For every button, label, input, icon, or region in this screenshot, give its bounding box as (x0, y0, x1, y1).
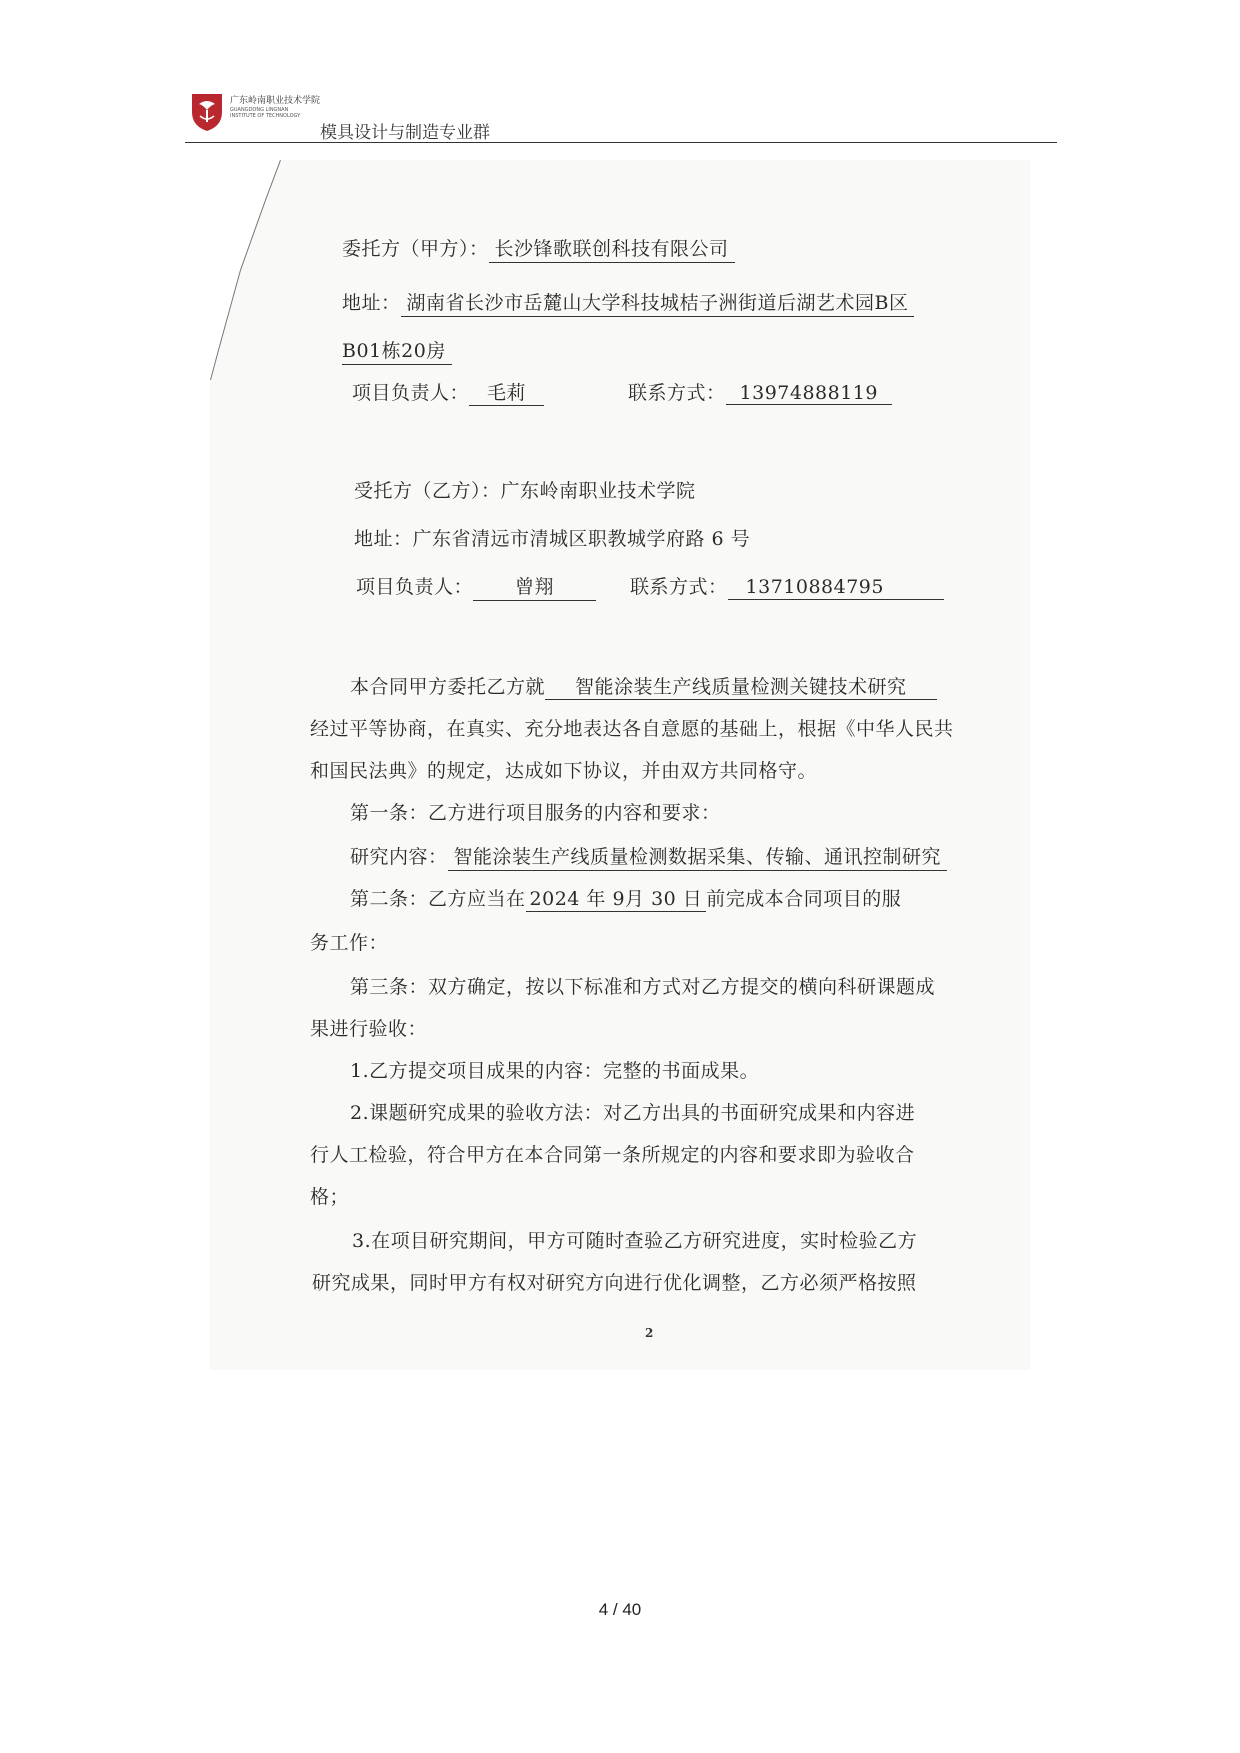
project-topic: 智能涂装生产线质量检测关键技术研究 (545, 672, 937, 700)
article-1: 第一条：乙方进行项目服务的内容和要求： (350, 802, 721, 824)
party-a-leader-line (352, 378, 544, 406)
article-3-line2: 果进行验收： (310, 1018, 428, 1040)
article-2-suffix: 前完成本合同项目的服 (706, 888, 902, 910)
research-label: 研究内容： (350, 846, 448, 868)
item-2-line2: 行人工检验，符合甲方在本合同第一条所规定的内容和要求即为验收合 (310, 1144, 915, 1166)
party-a-address-cont: B01栋20房 (342, 336, 452, 365)
item-2-line1: 2.课题研究成果的验收方法：对乙方出具的书面研究成果和内容进 (350, 1102, 916, 1124)
intro-line1 (350, 672, 937, 700)
party-b-leader: 曾翔 (473, 572, 596, 601)
scan-fold-shadow (210, 160, 290, 380)
completion-date: 2024 年 9月 30 日 (526, 884, 707, 912)
research-content-line (350, 842, 947, 871)
scan-page-number: 2 (645, 1326, 654, 1340)
item-2-line3: 格； (310, 1186, 350, 1208)
item-1: 1.乙方提交项目成果的内容：完整的书面成果。 (350, 1060, 760, 1082)
party-b-label: 受托方（乙方）：广东岭南职业技术学院 (354, 480, 696, 502)
page-indicator: 4 / 40 (598, 1600, 642, 1619)
party-a-contact-label: 联系方式： (628, 382, 726, 404)
item-3-line2: 研究成果，同时甲方有权对研究方向进行优化调整，乙方必须严格按照 (312, 1272, 917, 1294)
article-3-line1: 第三条：双方确定，按以下标准和方式对乙方提交的横向科研课题成 (350, 976, 936, 998)
intro-line3: 和国民法典》的规定，达成如下协议，并由双方共同格守。 (310, 760, 818, 782)
item-3-line1: 3.在项目研究期间，甲方可随时查验乙方研究进度，实时检验乙方 (352, 1230, 918, 1252)
school-name-cn: 广东岭南职业技术学院 (230, 96, 321, 106)
party-b-leader-line (356, 572, 596, 601)
party-b-contact-label: 联系方式： (630, 576, 728, 598)
article-2-line2: 务工作： (310, 932, 389, 954)
party-a-address-line1 (342, 288, 914, 317)
party-b-contact: 13710884795 (728, 576, 944, 600)
party-b-contact-line (630, 572, 944, 600)
school-name-en-1: GUANGDONG LINGNAN (230, 107, 289, 113)
header-divider (185, 142, 1057, 143)
article-2-prefix: 第二条：乙方应当在 (350, 888, 526, 910)
party-a-label: 委托方（甲方）： (342, 238, 489, 260)
party-a-leader-label: 项目负责人： (352, 382, 470, 404)
school-name-en-2: INSTITUTE OF TECHNOLOGY (230, 113, 301, 119)
research-content: 智能涂装生产线质量检测数据采集、传输、通讯控制研究 (448, 842, 948, 871)
party-a-leader: 毛莉 (469, 378, 544, 406)
party-a-contact: 13974888119 (726, 382, 892, 405)
party-a-contact-line (628, 378, 892, 405)
party-a-line (342, 234, 735, 263)
school-name (230, 96, 320, 119)
article-2-line1 (350, 884, 901, 912)
school-logo-icon (190, 92, 224, 132)
party-a-name: 长沙锋歌联创科技有限公司 (489, 234, 735, 263)
party-b-address: 地址：广东省清远市清城区职教城学府路 6 号 (354, 528, 751, 550)
intro-prefix: 本合同甲方委托乙方就 (350, 676, 546, 698)
party-a-address-label: 地址： (342, 292, 401, 314)
header-title: 模具设计与制造专业群 (320, 123, 490, 143)
party-a-address-line2 (342, 336, 452, 365)
party-a-address: 湖南省长沙市岳麓山大学科技城桔子洲街道后湖艺术园B区 (401, 288, 915, 317)
party-b-leader-label: 项目负责人： (356, 576, 474, 598)
intro-line2: 经过平等协商，在真实、充分地表达各自意愿的基础上，根据《中华人民共 (310, 718, 954, 740)
